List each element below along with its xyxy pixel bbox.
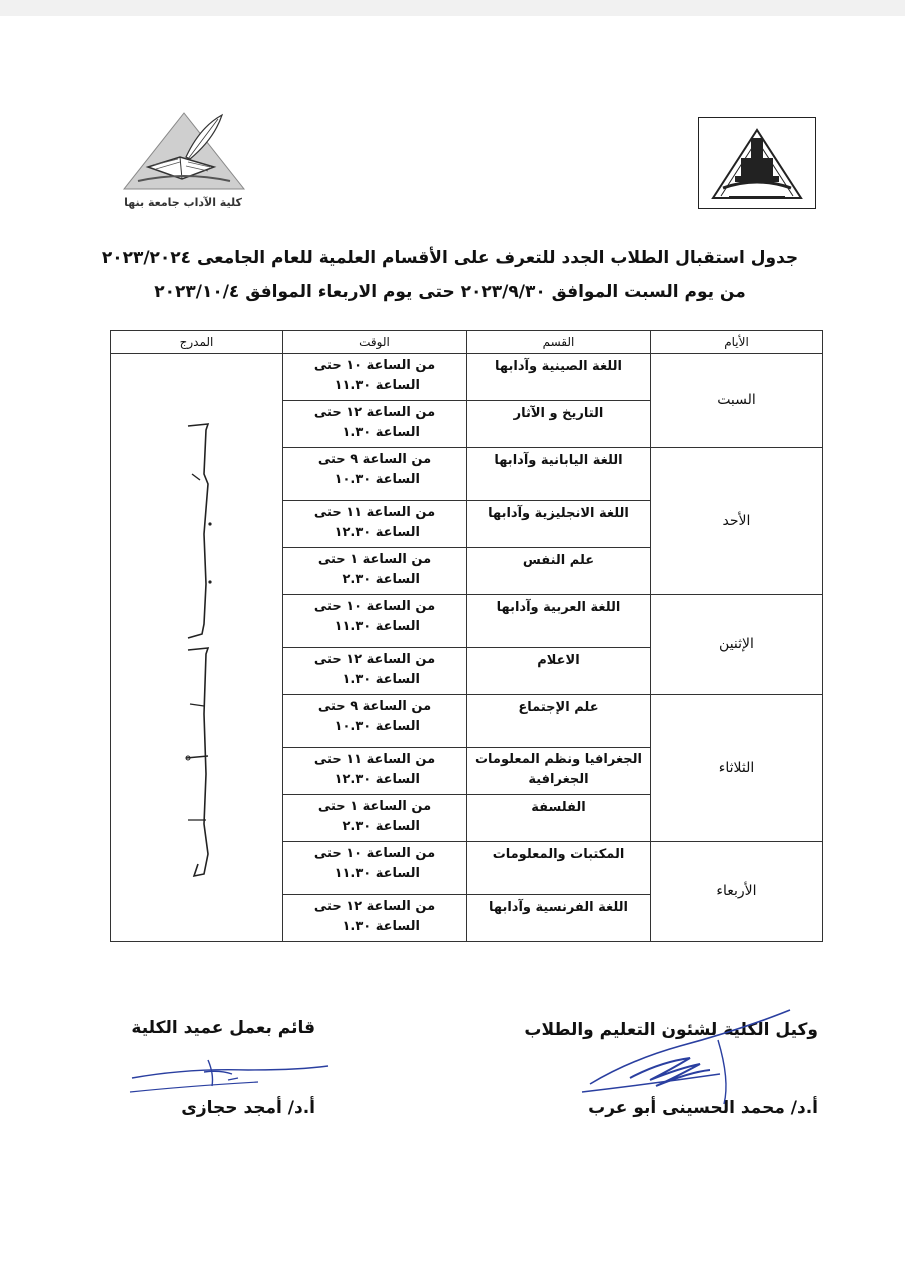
- table-header-row: [111, 331, 823, 354]
- acting-dean-role: قائم بعمل عميد الكلية: [131, 1018, 315, 1038]
- time-cell: [283, 895, 467, 942]
- acting-dean-signature-block: [100, 1018, 315, 1128]
- time-cell: [283, 501, 467, 548]
- hall-cell: [111, 354, 283, 942]
- schedule-date-range: من يوم السبت الموافق ٢٠٢٣/٩/٣٠ حتى يوم الاربعاء الموافق ٢٠٢٣/١٠/٤: [154, 282, 746, 302]
- time-to: الساعة ١٠.٣٠: [334, 719, 420, 734]
- time-cell: [283, 748, 467, 795]
- time-cell: [283, 695, 467, 748]
- time-from: من الساعة ١٢ حتى: [313, 652, 436, 667]
- faculty-logo-caption: كلية الآداب جامعة بنها: [124, 196, 242, 209]
- time-cell: [283, 795, 467, 842]
- time-to: الساعة ١.٣٠: [342, 919, 420, 934]
- vice-dean-name: أ.د/ محمد الحسينى أبو عرب: [588, 1098, 818, 1118]
- time-to: الساعة ١١.٣٠: [334, 866, 420, 881]
- vice-dean-role: وكيل الكلية لشئون التعليم والطلاب: [524, 1020, 818, 1040]
- header-department: القسم: [467, 331, 651, 354]
- time-cell: [283, 595, 467, 648]
- day-sunday: الأحد: [651, 448, 823, 595]
- time-from: من الساعة ١١ حتى: [313, 752, 436, 767]
- time-to: الساعة ١.٣٠: [342, 672, 420, 687]
- department-cell: اللغة اليابانية وآدابها: [467, 448, 651, 501]
- day-wednesday: الأربعاء: [651, 842, 823, 942]
- time-to: الساعة ١.٣٠: [342, 425, 420, 440]
- time-cell: [283, 842, 467, 895]
- day-tuesday: الثلاثاء: [651, 695, 823, 842]
- department-cell: اللغة الصينية وآدابها: [467, 354, 651, 401]
- time-to: الساعة ١٢.٣٠: [334, 525, 420, 540]
- department-cell: الجغرافيا ونظم المعلومات الجغرافية: [467, 748, 651, 795]
- department-cell: اللغة الانجليزية وآدابها: [467, 501, 651, 548]
- department-cell: المكتبات والمعلومات: [467, 842, 651, 895]
- hall-scribble-icon: [112, 354, 282, 934]
- time-from: من الساعة ١٠ حتى: [313, 846, 436, 861]
- schedule-title: جدول استقبال الطلاب الجدد للتعرف على الأقسام العلمية للعام الجامعى ٢٠٢٣/٢٠٢٤: [101, 248, 799, 268]
- time-cell: [283, 401, 467, 448]
- time-from: من الساعة ١٠ حتى: [313, 358, 436, 373]
- time-from: من الساعة ٩ حتى: [317, 699, 432, 714]
- header-time: الوقت: [283, 331, 467, 354]
- time-to: الساعة ١١.٣٠: [334, 378, 420, 393]
- time-cell: [283, 548, 467, 595]
- time-cell: [283, 648, 467, 695]
- time-to: الساعة ١٢.٣٠: [334, 772, 420, 787]
- time-from: من الساعة ١٢ حتى: [313, 405, 436, 420]
- time-cell: [283, 448, 467, 501]
- department-cell: اللغة الفرنسية وآدابها: [467, 895, 651, 942]
- header-days: الأيام: [651, 331, 823, 354]
- benha-university-seal-icon: [698, 117, 816, 209]
- schedule-table: [110, 330, 823, 942]
- department-cell: اللغة العربية وآدابها: [467, 595, 651, 648]
- department-cell: علم الإجتماع: [467, 695, 651, 748]
- time-from: من الساعة ١ حتى: [317, 552, 432, 567]
- time-to: الساعة ١١.٣٠: [334, 619, 420, 634]
- time-from: من الساعة ١ حتى: [317, 799, 432, 814]
- department-cell: الفلسفة: [467, 795, 651, 842]
- department-cell: علم النفس: [467, 548, 651, 595]
- day-saturday: السبت: [651, 354, 823, 448]
- time-to: الساعة ٢.٣٠: [342, 819, 420, 834]
- time-to: الساعة ٢.٣٠: [342, 572, 420, 587]
- time-from: من الساعة ٩ حتى: [317, 452, 432, 467]
- time-to: الساعة ١٠.٣٠: [334, 472, 420, 487]
- vice-dean-signature-block: [500, 1020, 818, 1130]
- page-top-edge: [0, 0, 905, 16]
- table-row: [111, 354, 823, 401]
- department-cell: الاعلام: [467, 648, 651, 695]
- header-hall: المدرج: [111, 331, 283, 354]
- time-from: من الساعة ١٢ حتى: [313, 899, 436, 914]
- time-from: من الساعة ١١ حتى: [313, 505, 436, 520]
- acting-dean-name: أ.د/ أمجد حجازى: [181, 1098, 315, 1118]
- department-cell: التاريخ و الآثار: [467, 401, 651, 448]
- time-cell: [283, 354, 467, 401]
- day-monday: الإثنين: [651, 595, 823, 695]
- time-from: من الساعة ١٠ حتى: [313, 599, 436, 614]
